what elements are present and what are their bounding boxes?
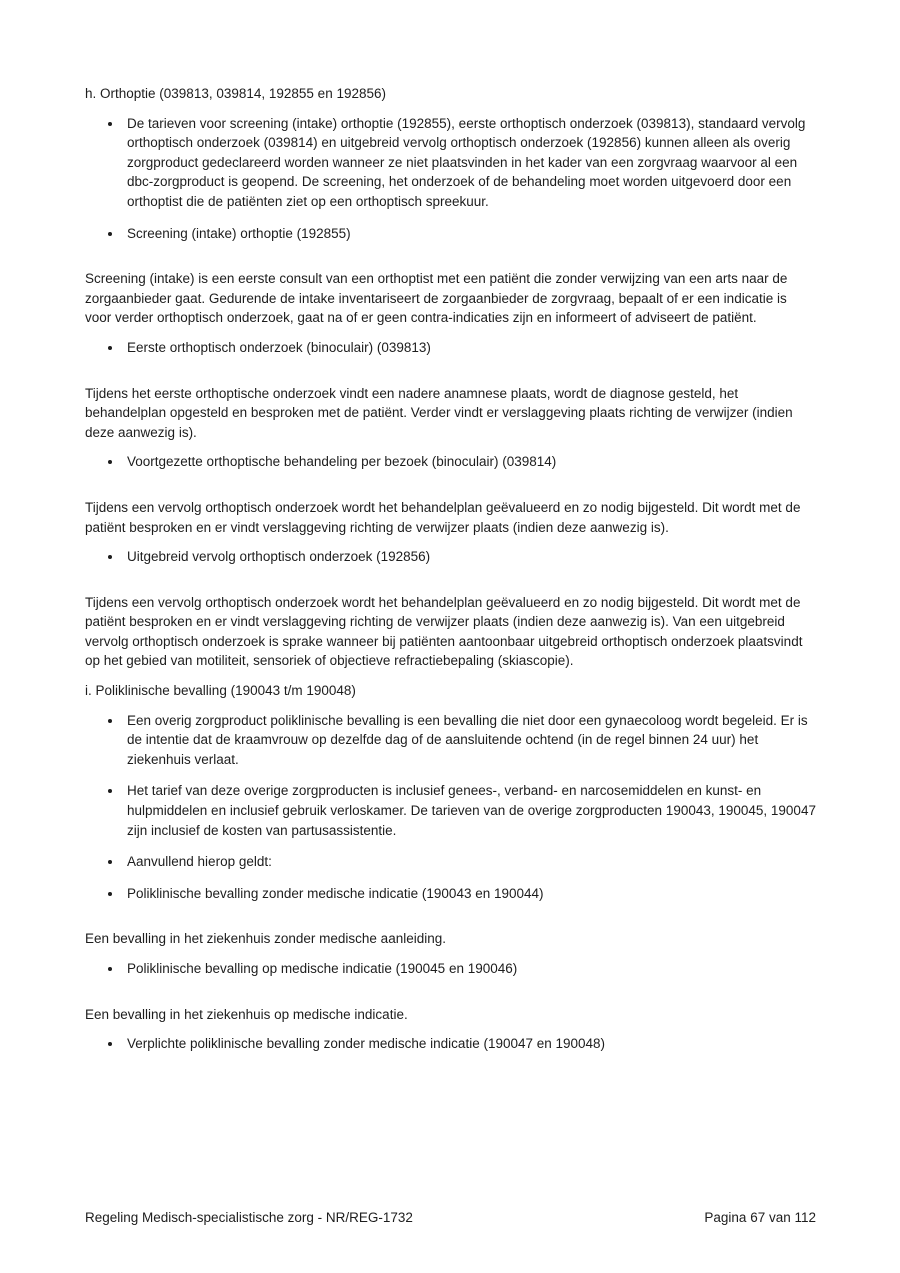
bullet-item [85, 224, 816, 244]
paragraph: Screening (intake) is een eerste consult van een orthoptist met een patiënt die zonder verwijzing van een arts naar de zorgaanbieder gaat. Gedurende de intake inventariseert de zorgaanbieder de zorgvraag, bepaalt of er een indicatie is voor verder orthoptisch onderzoek, gaat na of er geen contra-indicaties zijn en informeert of adviseert de patiënt. [85, 271, 788, 326]
bullet-icon [108, 892, 112, 896]
bullet-text: Voortgezette orthoptische behandeling per bezoek (binoculair) (039814) [127, 454, 557, 470]
bullet-item [85, 452, 816, 472]
bullet-item [85, 547, 816, 567]
bullet-item [85, 884, 816, 904]
bullet-text: Een overig zorgproduct poliklinische bevalling is een bevalling die niet door een gynaecoloog wordt begeleid. Er is de intentie dat de kraamvrouw op dezelfde dag of de aansluitende ochtend (in de regel binnen 24 uur) het ziekenhuis verlaat. [127, 712, 808, 767]
bullet-icon [108, 460, 112, 464]
bullet-icon [108, 860, 112, 864]
document-content [85, 84, 816, 1066]
paragraph: Tijdens een vervolg orthoptisch onderzoek wordt het behandelplan geëvalueerd en zo nodig bijgesteld. Dit wordt met de patiënt besproken en er vindt verslaggeving richting de verwijzer plaats (indien deze aanwezig is). [85, 499, 801, 535]
bullet-item [85, 114, 816, 212]
bullet-item [85, 852, 816, 872]
bullet-text: De tarieven voor screening (intake) orthoptie (192855), eerste orthoptisch onderzoek (039813), standaard vervolg orthoptisch onderzoek (039814) en uitgebreid vervolg orthoptisch onderzoek (192856) kunnen alleen als overig zorgproduct gedeclareerd worden wanneer ze niet plaatsvinden in het kader van een zorgvraag waarvoor al een dbc-zorgproduct is geopend. De screening, het onderzoek of de behandeling moet worden uitgevoerd door een orthoptist die de patiënten ziet op een orthoptisch spreekuur. [127, 115, 806, 209]
bullet-icon [108, 1042, 112, 1046]
paragraph: Tijdens een vervolg orthoptisch onderzoek wordt het behandelplan geëvalueerd en zo nodig bijgesteld. Dit wordt met de patiënt besproken en er vindt verslaggeving richting de verwijzer plaats (indien deze aanwezig is). Van een uitgebreid vervolg orthoptisch onderzoek is sprake wanneer bij patiënten aantoonbaar uitgebreid orthoptisch onderzoek plaatsvindt op het gebied van motiliteit, sensoriek of objectieve refractiebepaling (skiascopie). [85, 594, 803, 669]
bullet-icon [108, 789, 112, 793]
bullet-text: Poliklinische bevalling op medische indicatie (190045 en 190046) [127, 961, 518, 976]
bullet-icon [108, 967, 112, 971]
bullet-text: Het tarief van deze overige zorgproducten is inclusief genees-, verband- en narcosemiddelen en kunst- en hulpmiddelen en inclusief gebruik verloskamer. De tarieven van de overige zorgproducten 190043, 190045, 190047 zijn inclusief de kosten van partusassistentie. [127, 783, 816, 838]
section-heading-poliklinische-bevalling: i. Poliklinische bevalling (190043 t/m 190048) [85, 683, 356, 699]
bullet-icon [108, 232, 112, 236]
bullet-text: Aanvullend hierop geldt: [127, 854, 272, 870]
bullet-item [85, 338, 816, 358]
bullet-item [85, 781, 816, 840]
footer-page-number: Pagina 67 van 112 [704, 1210, 816, 1225]
bullet-text: Poliklinische bevalling zonder medische indicatie (190043 en 190044) [127, 885, 544, 901]
section-heading-orthoptie: h. Orthoptie (039813, 039814, 192855 en 192856) [85, 86, 386, 101]
bullet-item [85, 711, 816, 770]
bullet-icon [108, 555, 112, 559]
bullet-icon [108, 719, 112, 723]
page-footer [85, 1208, 816, 1228]
paragraph: Een bevalling in het ziekenhuis op medische indicatie. [85, 1006, 408, 1022]
bullet-text: Uitgebreid vervolg orthoptisch onderzoek (192856) [127, 549, 431, 565]
bullet-item [85, 1034, 816, 1054]
paragraph: Tijdens het eerste orthoptische onderzoek vindt een nadere anamnese plaats, wordt de diagnose gesteld, het behandelplan opgesteld en besproken met de patiënt. Verder vindt er verslaggeving plaats richting de verwijzer (indien deze aanwezig is). [85, 385, 793, 440]
bullet-text: Screening (intake) orthoptie (192855) [127, 225, 351, 241]
bullet-text: Verplichte poliklinische bevalling zonder medische indicatie (190047 en 190048) [127, 1036, 606, 1052]
bullet-text: Eerste orthoptisch onderzoek (binoculair) (039813) [127, 339, 431, 355]
bullet-icon [108, 346, 112, 350]
paragraph: Een bevalling in het ziekenhuis zonder medische aanleiding. [85, 931, 446, 947]
bullet-item [85, 959, 816, 979]
footer-document-title: Regeling Medisch-specialistische zorg - NR/REG-1732 [85, 1210, 413, 1225]
bullet-icon [108, 122, 112, 126]
